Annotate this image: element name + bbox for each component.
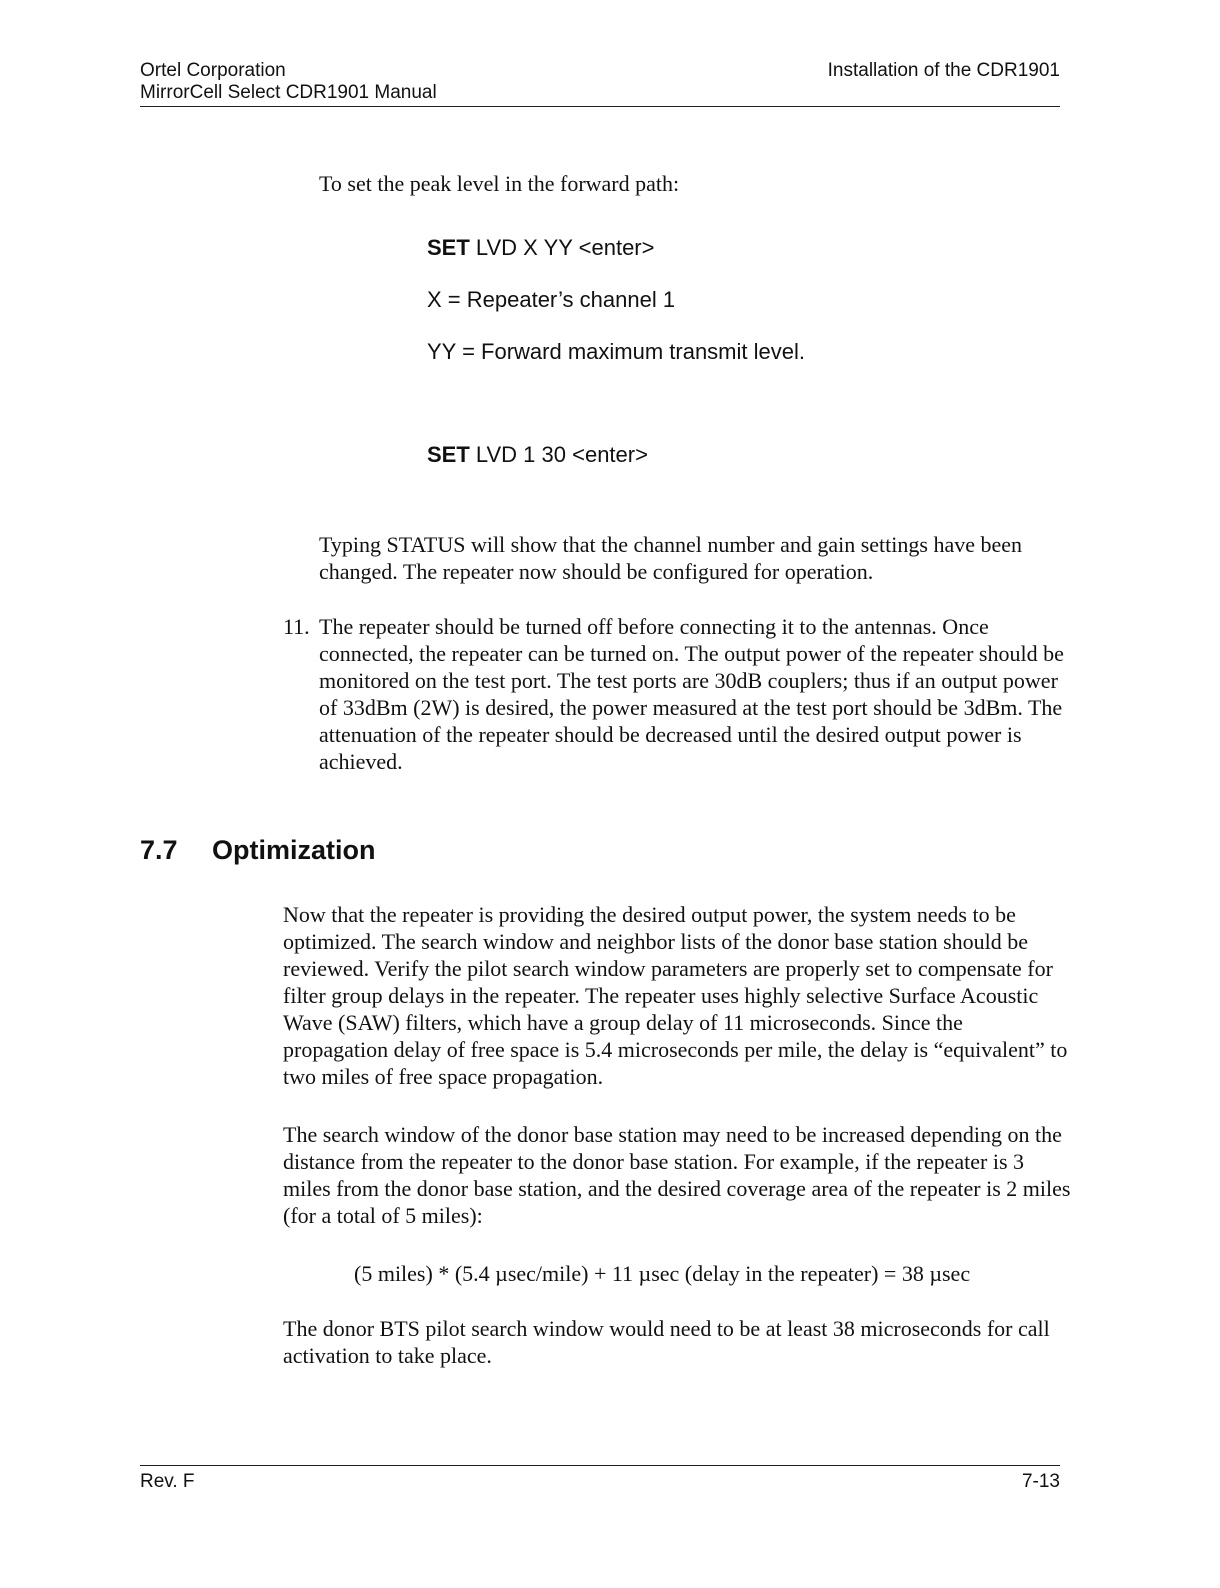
step-11-text: The repeater should be turned off before connecting it to the antennas. Once connected, the repeater can be turned on. The output power of the repeater should be monitored on the test port. The test ports are 30dB couplers; thus if an output power of 33dBm (2W) is desired, the power measured at the test port should be 3dBm. The attenuation of the repeater should be decreased until the desired output power is achieved. <box>319 614 1064 774</box>
footer-page-number: 7-13 <box>1021 1471 1060 1492</box>
command-set-lvd-example <box>427 441 648 468</box>
intro-text: To set the peak level in the forward path: <box>319 171 680 196</box>
footer-rule <box>140 1465 1060 1466</box>
header-manual-title: MirrorCell Select CDR1901 Manual <box>140 82 437 103</box>
yy-definition: YY = Forward maximum transmit level. <box>427 339 805 364</box>
delay-formula: (5 miles) * (5.4 µsec/mile) + 11 µsec (delay in the repeater) = 38 µsec <box>354 1261 971 1286</box>
header-rule <box>140 106 1060 107</box>
command-keyword: SET <box>427 235 470 260</box>
step-number: 11. <box>283 614 310 639</box>
optimization-paragraph-1: Now that the repeater is providing the desired output power, the system needs to be optimized. The search window and neighbor lists of the donor base station should be reviewed. Verify the pilot search window parameters are properly set to compensate for filter group delays in the repeater. The repeater uses highly selective Surface Acoustic Wave (SAW) filters, which have a group delay of 11 microseconds. Since the propagation delay of free space is 5.4 microseconds per mile, the delay is “equivalent” to two miles of free space propagation. <box>283 902 1068 1089</box>
command-args: LVD X YY <enter> <box>469 235 655 260</box>
status-paragraph: Typing STATUS will show that the channel number and gain settings have been changed. The repeater now should be configured for operation. <box>319 532 1023 584</box>
header-company: Ortel Corporation <box>140 60 286 81</box>
x-definition: X = Repeater’s channel 1 <box>427 287 676 312</box>
command-keyword: SET <box>427 442 470 467</box>
command-set-lvd-generic <box>427 234 654 261</box>
header-chapter-title: Installation of the CDR1901 <box>827 60 1060 81</box>
section-number: 7.7 <box>140 835 178 865</box>
section-title: Optimization <box>212 835 376 865</box>
optimization-paragraph-3: The donor BTS pilot search window would need to be at least 38 microseconds for call activation to take place. <box>283 1316 1050 1368</box>
optimization-paragraph-2: The search window of the donor base station may need to be increased depending on the distance from the repeater to the donor base station. For example, if the repeater is 3 miles from the donor base station, and the desired coverage area of the repeater is 2 miles (for a total of 5 miles): <box>283 1122 1071 1228</box>
footer-revision: Rev. F <box>140 1471 195 1492</box>
command-args: LVD 1 30 <enter> <box>469 442 648 467</box>
